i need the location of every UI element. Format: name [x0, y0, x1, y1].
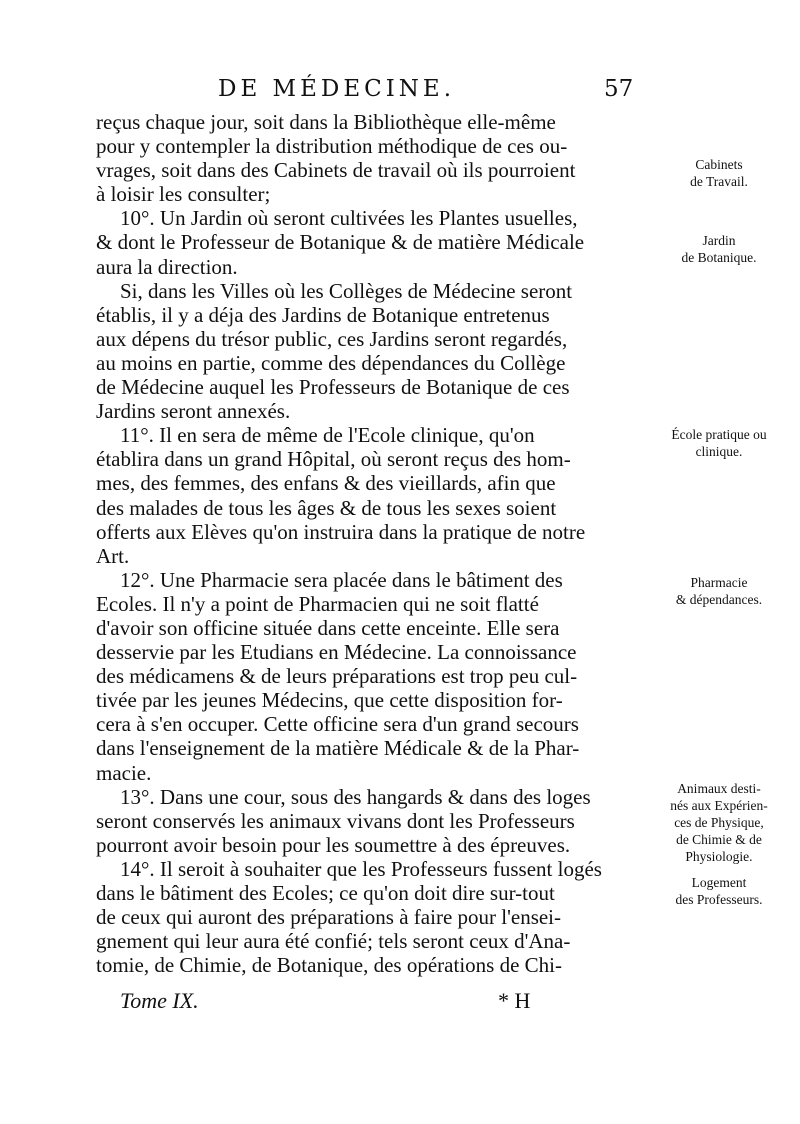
margin-note-line: Physiologie.	[685, 849, 753, 864]
text-line: seront conservés les animaux vivans dont les Professeurs	[96, 808, 575, 833]
text-line: aux dépens du trésor public, ces Jardins seront regardés,	[96, 326, 568, 351]
page-footer	[0, 988, 800, 1018]
text-line: établis, il y a déja des Jardins de Botanique entretenus	[96, 302, 550, 327]
text-line: aura la direction.	[96, 254, 238, 279]
margin-note	[640, 874, 798, 908]
margin-note	[640, 780, 798, 865]
text-line: pour y contempler la distribution méthodique de ces ou-	[96, 134, 568, 159]
body-text	[96, 110, 640, 977]
margin-note-line: École pratique ou	[671, 427, 767, 442]
text-line: cera à s'en occuper. Cette officine sera d'un grand secours	[96, 712, 579, 737]
margin-note-line: de Travail.	[690, 174, 748, 189]
margin-note	[640, 426, 798, 460]
volume-label: Tome IX.	[120, 988, 199, 1013]
margin-note	[640, 156, 798, 190]
margin-note-line: ces de Physique,	[674, 815, 764, 830]
margin-note-line: & dépendances.	[675, 592, 763, 607]
margin-note-line: Animaux desti-	[677, 781, 761, 796]
margin-note-line: Pharmacie	[690, 575, 748, 590]
margin-note-line: nés aux Expérien-	[670, 798, 768, 813]
text-line: gnement qui leur aura été confié; tels seront ceux d'Ana-	[96, 929, 571, 954]
text-line: 10°. Un Jardin où seront cultivées les Plantes usuelles,	[120, 206, 578, 231]
running-head-title: DE MÉDECINE.	[218, 76, 456, 102]
text-line: vrages, soit dans des Cabinets de travail où ils pourroient	[96, 158, 576, 183]
text-line: reçus chaque jour, soit dans la Bibliothèque elle-même	[96, 110, 556, 134]
text-line: Si, dans les Villes où les Collèges de Médecine seront	[120, 278, 573, 303]
text-line: macie.	[96, 760, 152, 785]
margin-note-line: des Professeurs.	[675, 892, 763, 907]
margin-note-line: Cabinets	[695, 157, 743, 172]
text-line: des médicamens & de leurs préparations est trop peu cul-	[96, 664, 578, 689]
text-line: desservie par les Etudians en Médecine. La connoissance	[96, 640, 577, 665]
margin-note-line: Logement	[691, 875, 747, 890]
margin-note	[640, 574, 798, 608]
text-line: établira dans un grand Hôpital, où seront reçus des hom-	[96, 447, 571, 472]
margin-note	[640, 232, 798, 266]
text-line: de Médecine auquel les Professeurs de Botanique de ces	[96, 375, 570, 400]
text-line: 14°. Il seroit à souhaiter que les Professeurs fussent logés	[120, 856, 602, 881]
text-line: offerts aux Elèves qu'on instruira dans la pratique de notre	[96, 519, 586, 544]
text-line: des malades de tous les âges & de tous les sexes soient	[96, 495, 557, 520]
text-line: dans l'enseignement de la matière Médicale & de la Phar-	[96, 736, 580, 761]
text-line: & dont le Professeur de Botanique & de matière Médicale	[96, 230, 585, 255]
margin-note-line: de Botanique.	[681, 250, 757, 265]
text-line: Ecoles. Il n'y a point de Pharmacien qui ne soit flatté	[96, 591, 539, 616]
text-line: pourront avoir besoin pour les soumettre à des épreuves.	[96, 832, 571, 857]
text-line: de ceux qui auront des préparations à faire pour l'ensei-	[96, 905, 562, 930]
text-line: tomie, de Chimie, de Botanique, des opérations de Chi-	[96, 953, 562, 978]
text-line: tivée par les jeunes Médecins, que cette disposition for-	[96, 688, 563, 713]
text-line: d'avoir son officine située dans cette enceinte. Elle sera	[96, 615, 560, 640]
text-line: dans le bâtiment des Ecoles; ce qu'on doit dire sur-tout	[96, 881, 555, 905]
text-line: 13°. Dans une cour, sous des hangards & dans des loges	[120, 784, 591, 809]
text-line: au moins en partie, comme des dépendances du Collège	[96, 350, 566, 375]
text-line: 12°. Une Pharmacie sera placée dans le bâtiment des	[120, 567, 563, 592]
signature-mark: * H	[498, 988, 531, 1013]
page-number: 57	[604, 76, 634, 102]
margin-note-line: Jardin	[702, 233, 736, 248]
margin-notes	[640, 0, 800, 1124]
text-line: mes, des femmes, des enfans & des vieillards, afin que	[96, 471, 556, 496]
margin-note-line: clinique.	[695, 444, 743, 459]
margin-note-line: de Chimie & de	[676, 832, 762, 847]
text-line: 11°. Il en sera de même de l'Ecole clinique, qu'on	[120, 423, 535, 448]
text-line: Jardins seront annexés.	[96, 399, 291, 424]
text-line: à loisir les consulter;	[96, 182, 271, 207]
text-line: Art.	[96, 543, 130, 568]
